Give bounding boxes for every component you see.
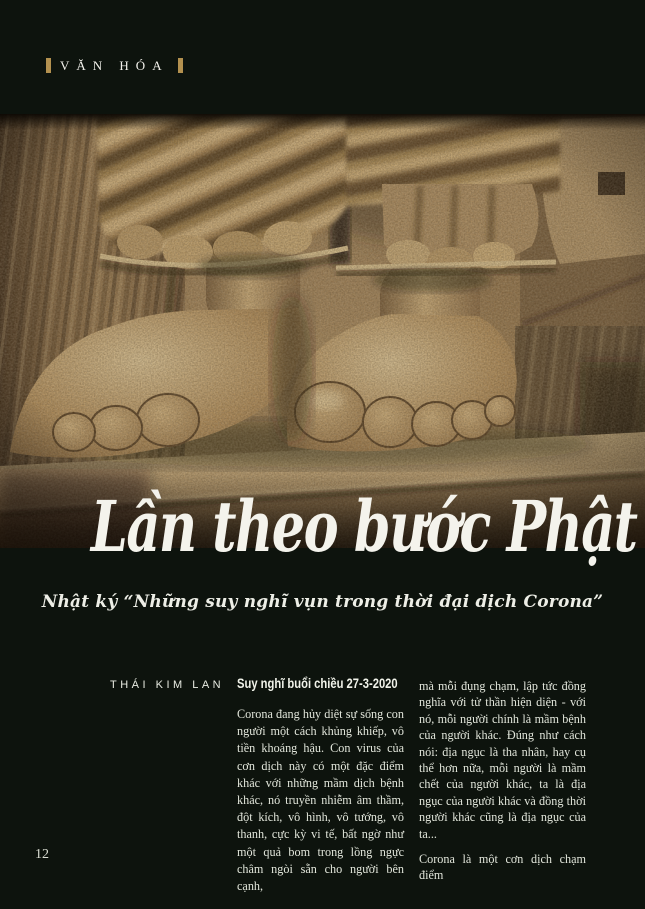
article-title-text: Lần theo bước Phật (90, 485, 637, 568)
body-column-1 (237, 676, 404, 895)
accent-bar-right (178, 58, 183, 73)
masthead (46, 58, 183, 73)
section-label: VĂN HÓA (60, 58, 169, 73)
entry-heading-text: Suy nghĩ buổi chiều 27-3-2020 (237, 676, 398, 691)
entry-heading (237, 676, 404, 691)
body-paragraph: Corona đang hủy diệt sự sống con người một cách khủng khiếp, vô tiền khoáng hậu. Con virus của cơn dịch này có một đặc điểm khác với những mầm dịch bệnh khác, nó truyền nhiễm âm thầm, đột kích, vô hình, vô tướng, vô thanh, cực kỳ vi tế, bất ngờ như một quả bom trong lồng ngực châm ngòi sẵn cho người bên cạnh, (237, 707, 404, 894)
body-paragraph: mà mỗi đụng chạm, lập tức đồng nghĩa với tử thần hiện diện - với nó, mỗi người chính là mầm bệnh của người khác. Đúng như cách nói: địa ngục là tha nhân, hay cụ thể hơn nữa, mỗi người là mầm chết của người khác, ta là địa ngục của người khác và đồng thời người khác cũng là địa ngục của ta... (419, 679, 586, 841)
page-number: 12 (35, 847, 49, 862)
author-name: THÁI KIM LAN (110, 679, 225, 691)
article-title (0, 487, 645, 568)
body-column-2 (419, 678, 586, 884)
hero-photo (0, 114, 645, 548)
body-paragraph: Corona là một cơn dịch chạm điểm (419, 852, 586, 883)
article-subtitle: Nhật ký “Những suy nghĩ vụn trong thời đại dịch Corona” (41, 592, 604, 612)
accent-bar-left (46, 58, 51, 73)
buddha-feet-illustration (0, 114, 645, 548)
